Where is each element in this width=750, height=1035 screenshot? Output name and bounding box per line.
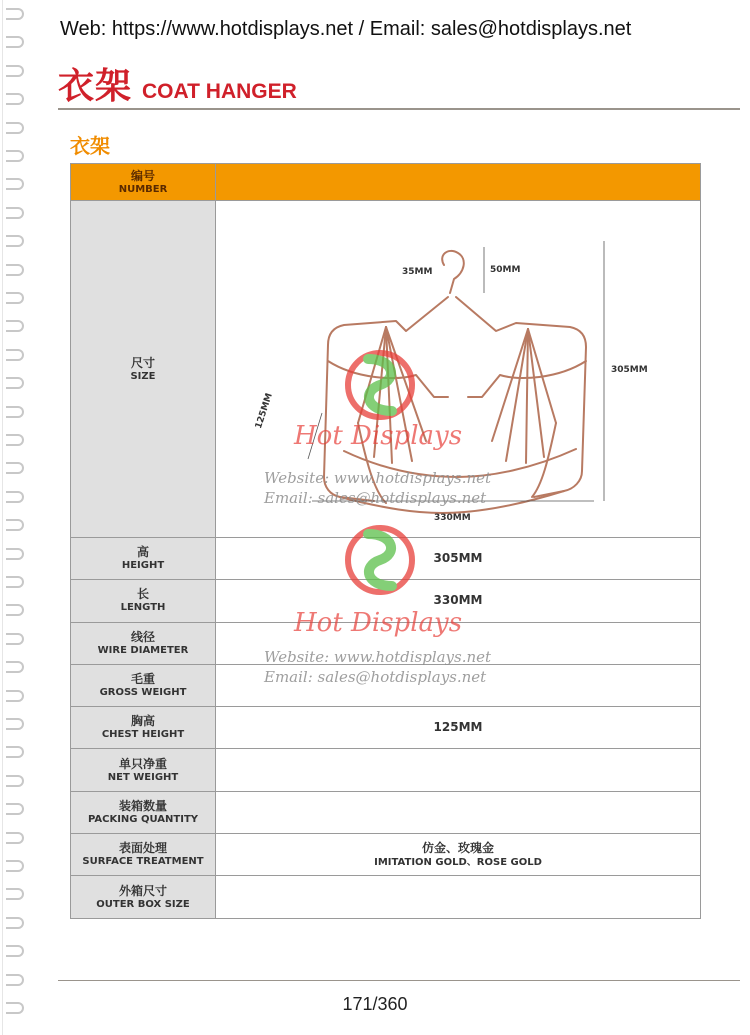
spec-label-en: PACKING QUANTITY — [87, 813, 199, 825]
watermark-brand: Hot Displays — [294, 421, 463, 451]
spec-label — [71, 834, 216, 876]
contact-line: Web: https://www.hotdisplays.net / Email: sales@hotdisplays.net — [60, 18, 632, 40]
spec-label — [71, 201, 216, 538]
binding-ring — [6, 150, 24, 162]
spec-label-cn: 尺寸 — [130, 355, 155, 370]
binding-ring — [6, 633, 24, 645]
binding-ring — [6, 945, 24, 957]
binding-ring — [6, 690, 24, 702]
binding-ring — [6, 207, 24, 219]
binding-ring — [6, 65, 24, 77]
dim-length: 330MM — [434, 513, 471, 523]
spec-label-cn: 编号 — [130, 168, 155, 183]
spec-row — [71, 749, 701, 791]
spec-label-cn: 外箱尺寸 — [118, 883, 167, 898]
spec-value-text: 125MM — [433, 720, 483, 735]
binding-ring — [6, 746, 24, 758]
spec-row-number — [71, 164, 701, 201]
binding-ring — [6, 178, 24, 190]
binding-ring — [6, 604, 24, 616]
binding-ring — [6, 434, 24, 446]
spec-label-cn: 线径 — [130, 629, 155, 644]
spec-row — [71, 876, 701, 918]
binding-ring — [6, 974, 24, 986]
spec-row — [71, 538, 701, 580]
binding-ring — [6, 235, 24, 247]
dimension-lines — [308, 241, 604, 501]
spec-label-cn: 高 — [136, 545, 149, 560]
watermark-email: Email: sales@hotdisplays.net — [264, 489, 487, 507]
spec-row — [71, 622, 701, 664]
spec-row — [71, 580, 701, 622]
spec-row — [71, 791, 701, 833]
spec-row-size — [71, 201, 701, 538]
spec-label — [71, 664, 216, 706]
spec-value — [216, 580, 701, 622]
spec-label-en: SURFACE TREATMENT — [82, 856, 204, 868]
spec-label-en: NUMBER — [118, 183, 168, 195]
binding-ring — [6, 775, 24, 787]
binding-ring — [6, 519, 24, 531]
spec-label-en: GROSS WEIGHT — [99, 687, 187, 699]
binding-ring — [6, 832, 24, 844]
binding-ring — [6, 462, 24, 474]
spiral-binding — [0, 8, 30, 1028]
watermark-email: Email: sales@hotdisplays.net — [264, 668, 487, 686]
dim-total-height: 305MM — [611, 365, 648, 375]
binding-ring — [6, 93, 24, 105]
spec-label-cn: 表面处理 — [118, 841, 167, 856]
spec-row — [71, 664, 701, 706]
hanger-wire — [324, 251, 586, 513]
spec-value — [216, 707, 701, 749]
spec-value — [216, 622, 701, 664]
page-number: 171/360 — [342, 994, 408, 1014]
spec-label-cn: 胸高 — [130, 714, 155, 729]
binding-ring — [6, 548, 24, 560]
binding-ring — [6, 8, 24, 20]
binding-ring — [6, 349, 24, 361]
brand-title-en: COAT HANGER — [142, 80, 297, 103]
watermark-website: Website: www.hotdisplays.net — [264, 648, 492, 666]
spec-label-en: CHEST HEIGHT — [101, 729, 185, 741]
spec-value-text: 仿金、玫瑰金 — [421, 840, 494, 855]
spec-label — [71, 749, 216, 791]
spec-label — [71, 580, 216, 622]
product-drawing-cell — [216, 201, 701, 538]
spec-row — [71, 707, 701, 749]
spec-label-en: NET WEIGHT — [107, 771, 179, 783]
binding-ring — [6, 36, 24, 48]
spec-label — [71, 707, 216, 749]
binding-ring — [6, 122, 24, 134]
binding-ring — [6, 888, 24, 900]
spec-table — [70, 163, 701, 919]
binding-ring — [6, 718, 24, 730]
binding-ring — [6, 917, 24, 929]
spec-row — [71, 834, 701, 876]
section-title: 衣架 — [70, 134, 110, 158]
spec-value — [216, 538, 701, 580]
spec-label-cn: 毛重 — [130, 672, 155, 687]
binding-ring — [6, 860, 24, 872]
spec-label-en: SIZE — [130, 370, 156, 382]
footer-divider — [58, 980, 740, 981]
spec-label-en: LENGTH — [120, 602, 166, 614]
watermark-website: Website: www.hotdisplays.net — [264, 469, 492, 487]
spec-value — [216, 876, 701, 918]
spec-label-cn: 单只净重 — [118, 756, 167, 771]
spec-value — [216, 749, 701, 791]
binding-ring — [6, 264, 24, 276]
binding-ring — [6, 320, 24, 332]
spec-label — [71, 876, 216, 918]
dim-hook-width: 35MM — [402, 267, 433, 277]
header-divider — [58, 108, 740, 110]
spec-label-en: WIRE DIAMETER — [97, 644, 189, 656]
brand-title-cn: 衣架 — [58, 66, 133, 107]
spec-value — [216, 164, 701, 201]
binding-ring — [6, 803, 24, 815]
spec-label-cn: 长 — [136, 587, 149, 602]
brand-title — [58, 58, 297, 109]
spec-value — [216, 834, 701, 876]
spec-label — [71, 538, 216, 580]
spec-label — [71, 791, 216, 833]
dim-chest-height: 125MM — [254, 392, 275, 431]
binding-ring — [6, 377, 24, 389]
watermark-brand: Hot Displays — [294, 608, 463, 638]
spec-value-en: IMITATION GOLD、ROSE GOLD — [374, 856, 542, 868]
binding-ring — [6, 406, 24, 418]
spec-label — [71, 164, 216, 201]
spec-value — [216, 664, 701, 706]
spec-value-text: 330MM — [433, 593, 483, 608]
binding-ring — [6, 292, 24, 304]
spec-label-cn: 装箱数量 — [118, 798, 167, 813]
dim-hook-height: 50MM — [490, 265, 521, 275]
spec-label-en: OUTER BOX SIZE — [96, 898, 190, 910]
spec-label-en: HEIGHT — [121, 560, 165, 572]
binding-ring — [6, 491, 24, 503]
binding-ring — [6, 576, 24, 588]
spec-value-text: 305MM — [433, 551, 483, 566]
binding-ring — [6, 661, 24, 673]
spec-value — [216, 791, 701, 833]
spec-label — [71, 622, 216, 664]
